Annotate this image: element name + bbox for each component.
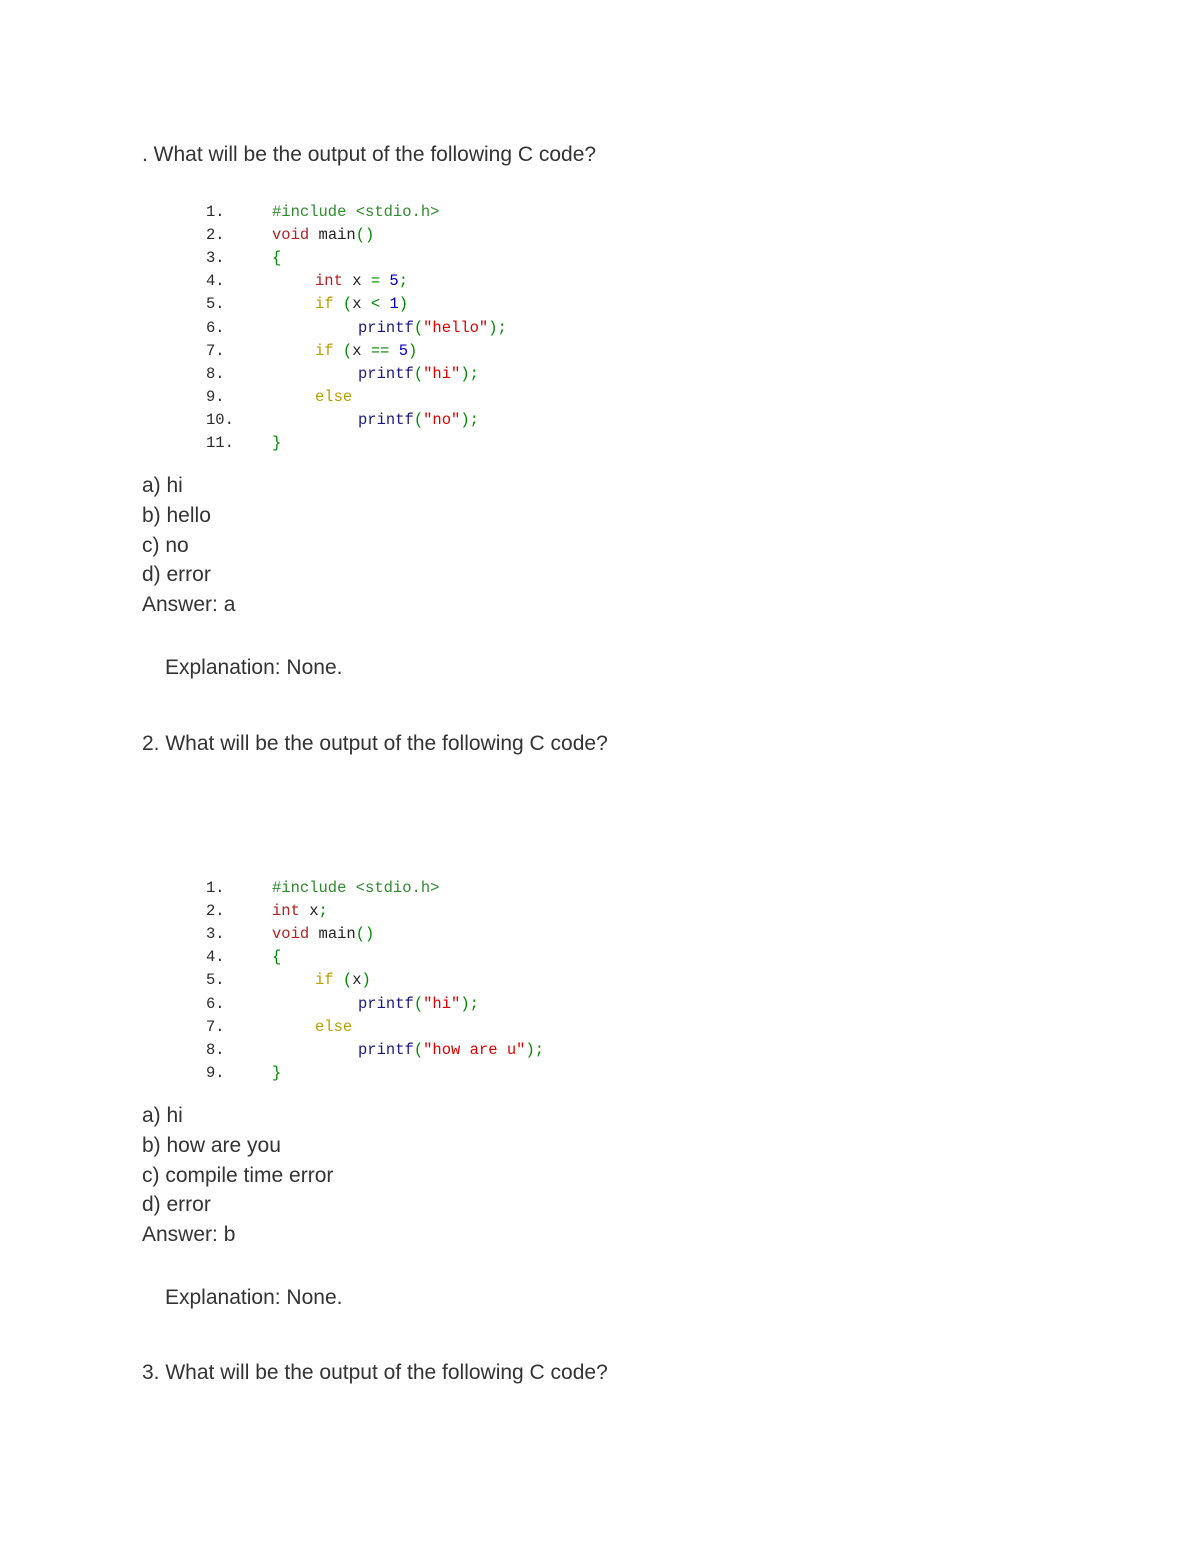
code-token: ); xyxy=(460,364,479,383)
code-text xyxy=(358,317,507,340)
code-token: = xyxy=(370,272,381,291)
code-token: ( xyxy=(413,364,424,383)
code-token: #include <stdio.h> xyxy=(272,879,440,897)
code-token: main xyxy=(309,925,356,944)
option-a: a) hi xyxy=(142,474,183,497)
code-token: printf xyxy=(358,994,414,1013)
code-token: ( xyxy=(333,341,353,360)
code-token: if xyxy=(315,971,334,990)
code-token: x xyxy=(342,272,371,291)
code-text xyxy=(315,969,371,992)
code-text xyxy=(315,270,408,293)
code-token: } xyxy=(272,1063,282,1082)
code-token: ; xyxy=(318,902,328,921)
question-3-title: 3. What will be the output of the following C code? xyxy=(142,1361,608,1384)
code-token: void xyxy=(272,226,310,245)
line-number: 4. xyxy=(206,272,225,291)
code-token: ); xyxy=(525,1040,545,1059)
code-text xyxy=(272,247,281,270)
code-token: else xyxy=(315,1017,353,1036)
option-b: b) how are you xyxy=(142,1133,281,1157)
line-number: 8. xyxy=(206,364,225,383)
code-token: ); xyxy=(488,318,507,337)
code-token: ; xyxy=(398,272,409,291)
code-text xyxy=(358,993,479,1016)
option-b: b) hello xyxy=(142,503,211,527)
code-token: ( xyxy=(413,410,424,429)
option-c: c) no xyxy=(142,533,189,557)
line-number: 9. xyxy=(206,1063,225,1082)
code-token: "hi" xyxy=(423,994,461,1013)
code-token: x xyxy=(352,295,371,314)
question-2-title: 2. What will be the output of the following C code? xyxy=(142,732,608,755)
code-text xyxy=(315,293,408,316)
line-number: 1. xyxy=(206,203,225,221)
code-token: ( xyxy=(413,318,424,337)
code-token: () xyxy=(355,925,375,944)
answer-1: Answer: a xyxy=(142,593,236,617)
code-token: ) xyxy=(398,295,409,314)
options-2 xyxy=(142,1101,333,1250)
code-token: 5 xyxy=(389,341,409,360)
code-token: ); xyxy=(460,410,479,429)
code-token: x xyxy=(352,971,362,990)
code-text xyxy=(315,340,417,363)
code-text xyxy=(358,1039,544,1062)
code-text xyxy=(315,1016,352,1039)
code-text xyxy=(315,386,352,409)
code-token: ( xyxy=(333,295,353,314)
option-a: a) hi xyxy=(142,1104,183,1127)
code-text xyxy=(272,900,328,923)
code-token: else xyxy=(315,387,353,406)
code-token: 1 xyxy=(380,295,399,314)
options-1 xyxy=(142,471,235,620)
code-token: } xyxy=(272,434,282,452)
code-token: { xyxy=(272,948,282,967)
line-number: 6. xyxy=(206,318,225,337)
code-token: "no" xyxy=(423,410,461,429)
line-number: 2. xyxy=(206,902,225,921)
code-token: int xyxy=(315,272,343,291)
code-token: ( xyxy=(413,1040,424,1059)
code-token: main xyxy=(309,226,356,245)
code-token: #include <stdio.h> xyxy=(272,203,440,221)
code-token: printf xyxy=(358,1040,414,1059)
code-text xyxy=(272,946,281,969)
code-text xyxy=(272,432,281,455)
code-token: printf xyxy=(358,364,414,383)
line-number: 6. xyxy=(206,994,225,1013)
line-number: 11. xyxy=(206,434,234,452)
code-token: < xyxy=(370,295,381,314)
line-number: 5. xyxy=(206,295,225,314)
code-text xyxy=(272,1062,281,1085)
line-number: 3. xyxy=(206,925,225,944)
code-token: 5 xyxy=(380,272,399,291)
code-token: ) xyxy=(361,971,371,990)
code-token: () xyxy=(355,226,375,245)
code-token: ( xyxy=(333,971,353,990)
code-token: "hi" xyxy=(423,364,461,383)
code-token: ); xyxy=(460,994,479,1013)
explanation-1: Explanation: None. xyxy=(165,656,343,679)
line-number: 2. xyxy=(206,226,225,245)
code-token: int xyxy=(272,902,300,921)
code-token: printf xyxy=(358,410,414,429)
line-number: 8. xyxy=(206,1040,225,1059)
code-token: if xyxy=(315,295,334,314)
line-number: 3. xyxy=(206,249,225,268)
code-token: printf xyxy=(358,318,414,337)
code-text xyxy=(272,201,439,224)
line-number: 7. xyxy=(206,341,225,360)
line-number: 4. xyxy=(206,948,225,967)
code-token: ( xyxy=(413,994,424,1013)
code-text xyxy=(358,363,479,386)
code-text xyxy=(272,877,439,900)
line-number: 5. xyxy=(206,971,225,990)
code-token: "how are u" xyxy=(423,1040,526,1059)
code-text xyxy=(272,224,374,247)
code-token: x xyxy=(299,902,319,921)
line-number: 7. xyxy=(206,1017,225,1036)
line-number: 10. xyxy=(206,410,234,429)
option-c: c) compile time error xyxy=(142,1163,334,1187)
code-text xyxy=(358,409,479,432)
code-text xyxy=(272,923,374,946)
code-token: if xyxy=(315,341,334,360)
explanation-2: Explanation: None. xyxy=(165,1286,343,1309)
option-d: d) error xyxy=(142,563,211,587)
question-1-title: . What will be the output of the following C code? xyxy=(142,143,597,166)
code-token: x xyxy=(352,341,371,360)
code-token: void xyxy=(272,925,310,944)
line-number: 1. xyxy=(206,879,225,897)
answer-2: Answer: b xyxy=(142,1223,236,1247)
line-number: 9. xyxy=(206,387,225,406)
code-token: "hello" xyxy=(423,318,489,337)
code-token: ) xyxy=(408,341,418,360)
option-d: d) error xyxy=(142,1193,211,1217)
code-token: { xyxy=(272,249,282,268)
code-token: == xyxy=(370,341,390,360)
